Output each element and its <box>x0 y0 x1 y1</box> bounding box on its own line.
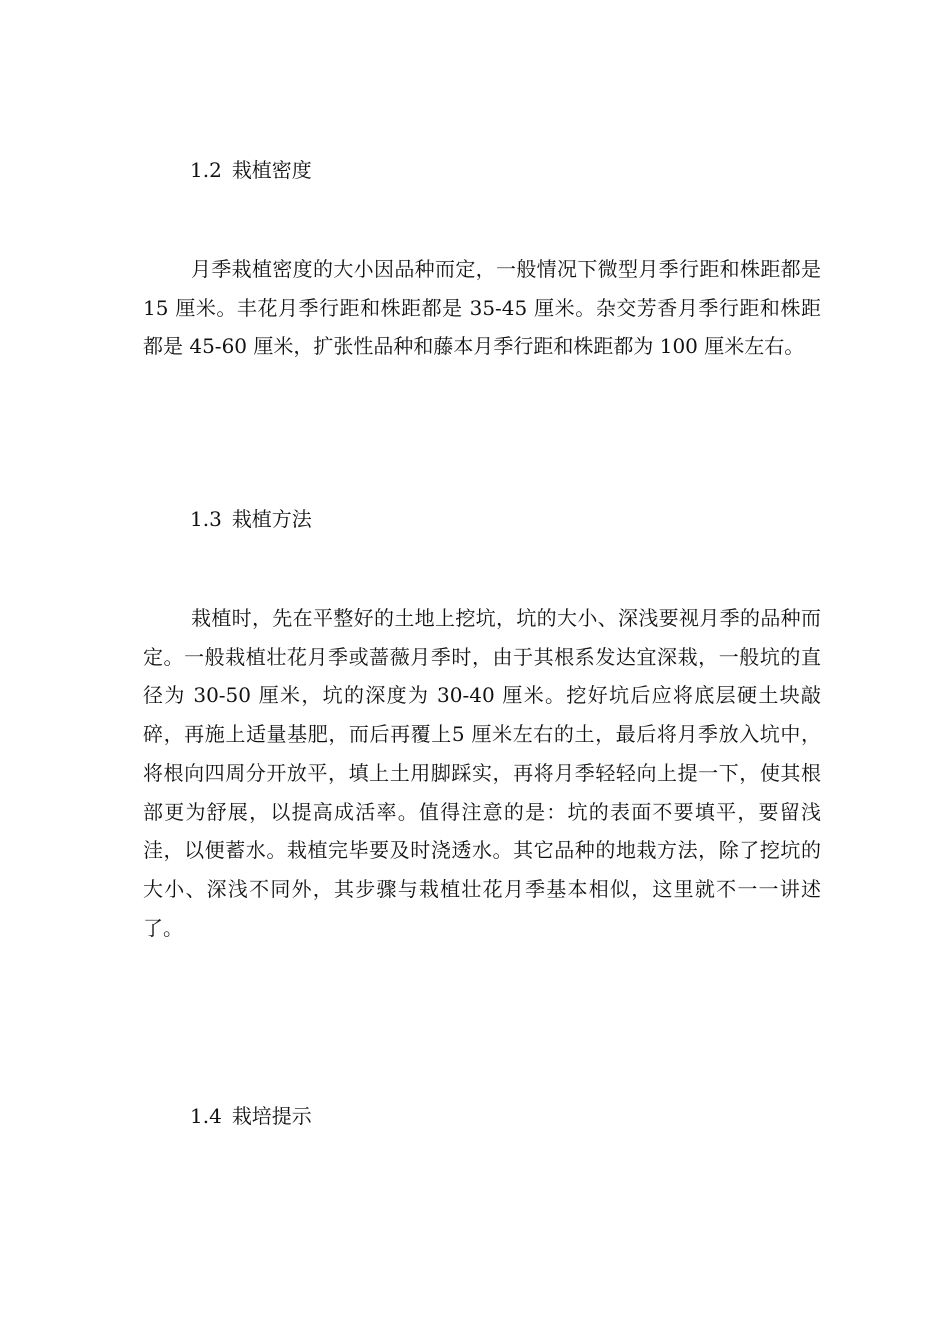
section-paragraph-planting-density: 月季栽植密度的大小因品种而定，一般情况下微型月季行距和株距都是 15 厘米。丰花月季行距和株距都是 35-45 厘米。杂交芳香月季行距和株距都是 45-60 厘米，扩张性品种和藤本月季行距和株距都为 100 厘米左右。 <box>143 257 821 359</box>
section-number: 1.3 <box>190 507 222 531</box>
section-number: 1.4 <box>190 1104 222 1128</box>
section-heading-1-2 <box>190 156 312 184</box>
section-heading-1-4 <box>190 1102 312 1130</box>
section-title: 栽植方法 <box>231 507 312 531</box>
section-title: 栽植密度 <box>231 158 312 182</box>
section-heading-1-3 <box>190 505 312 533</box>
section-paragraph-planting-method: 栽植时，先在平整好的土地上挖坑，坑的大小、深浅要视月季的品种而定。一般栽植壮花月季或蔷薇月季时，由于其根系发达宜深栽，一般坑的直径为 30-50 厘米，坑的深度为 30-40 厘米。挖好坑后应将底层硬土块敲碎，再施上适量基肥，而后再覆上5 厘米左右的土，最后将月季放入坑中，将根向四周分开放平，填上土用脚踩实，再将月季轻轻向上提一下，使其根部更为舒展，以提高成活率。值得注意的是：坑的表面不要填平，要留浅洼，以便蓄水。栽植完毕要及时浇透水。其它品种的地栽方法，除了挖坑的大小、深浅不同外，其步骤与栽植壮花月季基本相似，这里就不一一讲述了。 <box>143 606 821 940</box>
section-number: 1.2 <box>190 158 222 182</box>
section-title: 栽培提示 <box>231 1104 312 1128</box>
